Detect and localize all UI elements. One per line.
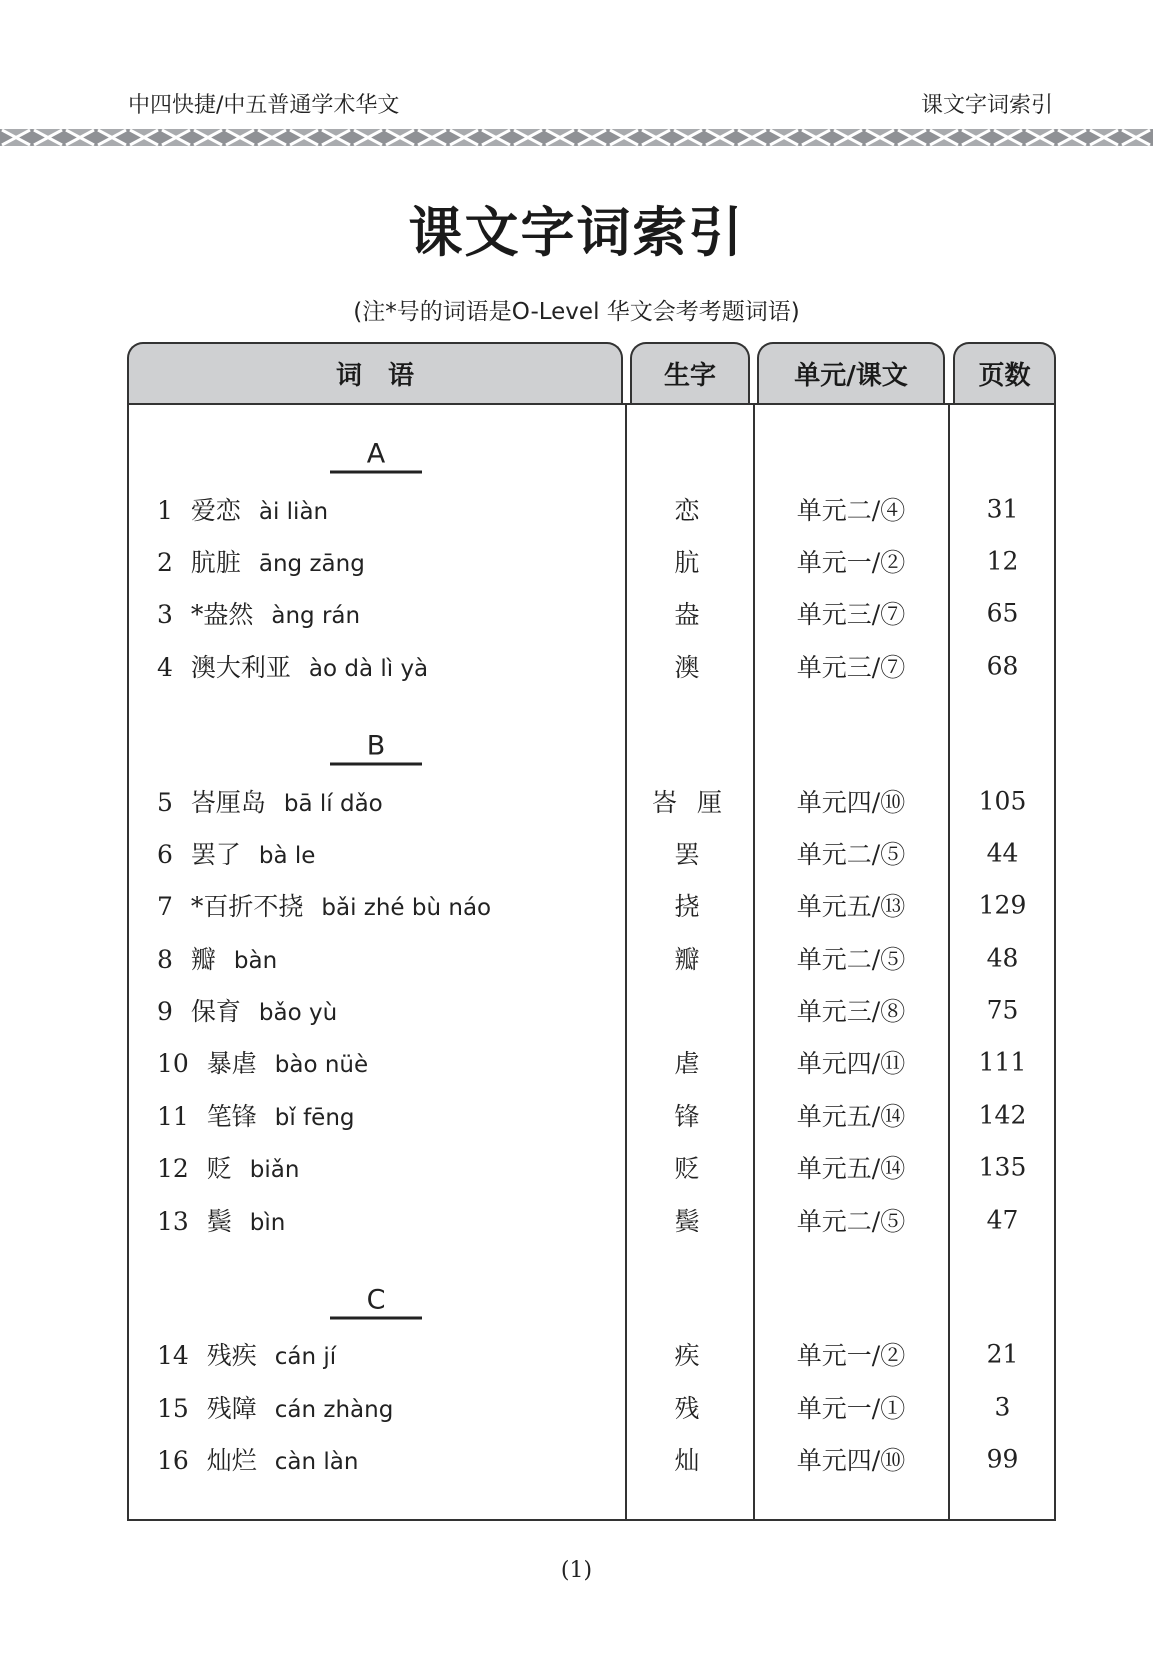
entry-number: 5 <box>157 787 173 817</box>
entry-pinyin: āng zāng <box>258 550 365 577</box>
unit-lesson: 单元三/⑦ <box>796 600 906 630</box>
table-row <box>127 932 1056 984</box>
page-ref: 142 <box>978 1100 1027 1130</box>
entry-cell <box>157 1097 355 1133</box>
entry-word: 残障 <box>206 1393 257 1423</box>
page-ref: 99 <box>986 1444 1019 1474</box>
page-ref: 21 <box>986 1339 1019 1369</box>
entry-pinyin: bàn <box>233 947 278 974</box>
table-row <box>127 1089 1056 1141</box>
table-row <box>127 535 1056 587</box>
unit-lesson: 单元一/② <box>796 1341 906 1371</box>
column-header-unit-lesson: 单元/课文 <box>757 342 945 403</box>
entry-number: 15 <box>157 1393 189 1423</box>
unit-lesson: 单元五/⑬ <box>796 892 906 922</box>
page-ref: 75 <box>986 995 1019 1025</box>
entry-number: 4 <box>157 652 173 682</box>
entry-pinyin: cán zhàng <box>274 1396 394 1423</box>
page-ref: 68 <box>986 651 1019 681</box>
table-row <box>127 774 1056 826</box>
asterisk-note: (注*号的词语是O-Level 华文会考考题词语) <box>353 299 800 325</box>
new-character: 盎 <box>674 600 706 630</box>
table-row <box>127 1036 1056 1088</box>
entry-pinyin: bìn <box>249 1209 286 1236</box>
entry-pinyin: bā lí dǎo <box>283 790 383 817</box>
table-row <box>127 640 1056 692</box>
entry-pinyin: bà le <box>258 842 316 869</box>
entry-word: 峇厘岛 <box>190 787 266 817</box>
entry-word: *盎然 <box>190 600 254 630</box>
entry-cell <box>157 648 428 684</box>
entry-number: 7 <box>157 892 173 922</box>
entry-word: 灿烂 <box>206 1446 257 1476</box>
entry-pinyin: biǎn <box>249 1157 300 1184</box>
entry-pinyin: bǐ fēng <box>274 1104 355 1131</box>
new-character: 恋 <box>674 495 706 525</box>
entry-cell <box>157 783 383 819</box>
new-character: 挠 <box>674 892 706 922</box>
entry-pinyin: cán jí <box>274 1344 337 1371</box>
table-row <box>127 1328 1056 1380</box>
entry-cell <box>157 887 491 923</box>
entry-number: 2 <box>157 547 173 577</box>
entry-pinyin: ào dà lì yà <box>308 655 429 682</box>
section-letter: A <box>330 439 422 474</box>
table-row <box>127 482 1056 534</box>
page-ref: 47 <box>986 1205 1019 1235</box>
entry-number: 14 <box>157 1341 189 1371</box>
entry-cell <box>157 1441 358 1477</box>
entry-number: 9 <box>157 997 173 1027</box>
entry-number: 12 <box>157 1154 189 1184</box>
entry-word: 鬓 <box>206 1206 232 1236</box>
running-header-section-title: 课文字词索引 <box>920 93 1053 118</box>
unit-lesson: 单元三/⑦ <box>796 652 906 682</box>
entry-pinyin: bǎo yù <box>258 1000 338 1027</box>
unit-lesson: 单元四/⑪ <box>796 1049 906 1079</box>
new-character: 澳 <box>674 652 706 682</box>
entry-word: 爱恋 <box>190 495 241 525</box>
page-ref: 129 <box>978 890 1027 920</box>
entry-pinyin: càn làn <box>274 1449 359 1476</box>
table-row <box>127 1141 1056 1193</box>
entry-number: 1 <box>157 495 173 525</box>
page-ref: 65 <box>986 598 1019 628</box>
entry-cell <box>157 543 365 579</box>
unit-lesson: 单元三/⑧ <box>796 997 906 1027</box>
section-header <box>127 1276 1056 1328</box>
entry-word: 澳大利亚 <box>190 652 291 682</box>
section-header <box>127 722 1056 774</box>
index-table-body <box>127 405 1056 1485</box>
new-character: 罢 <box>674 839 706 869</box>
entry-number: 3 <box>157 600 173 630</box>
column-header-new-char: 生字 <box>630 342 750 403</box>
entry-word: 保育 <box>190 997 241 1027</box>
page-ref: 111 <box>978 1047 1027 1077</box>
page-ref: 44 <box>986 838 1019 868</box>
entry-number: 11 <box>157 1101 189 1131</box>
page-ref: 12 <box>986 546 1019 576</box>
entry-pinyin: ài liàn <box>258 498 329 525</box>
unit-lesson: 单元五/⑭ <box>796 1101 906 1131</box>
page-ref: 105 <box>978 786 1027 816</box>
entry-number: 16 <box>157 1446 189 1476</box>
entry-word: *百折不挠 <box>190 892 304 922</box>
entry-word: 肮脏 <box>190 547 241 577</box>
entry-cell <box>157 1336 336 1372</box>
table-row <box>127 1193 1056 1245</box>
page-number: (1) <box>560 1558 593 1583</box>
new-character: 虐 <box>674 1049 706 1079</box>
new-character: 灿 <box>674 1446 706 1476</box>
entry-word: 笔锋 <box>206 1101 257 1131</box>
table-row <box>127 827 1056 879</box>
entry-number: 13 <box>157 1206 189 1236</box>
entry-cell <box>157 1202 285 1238</box>
decorative-pattern-band <box>0 129 1153 146</box>
entry-cell <box>157 1044 368 1080</box>
new-character: 肮 <box>674 547 706 577</box>
entry-cell <box>157 835 315 871</box>
page-ref: 135 <box>978 1152 1027 1182</box>
new-character: 疾 <box>674 1341 706 1371</box>
new-character: 贬 <box>674 1154 706 1184</box>
section-gap <box>127 1246 1056 1276</box>
new-character: 残 <box>674 1393 706 1423</box>
entry-pinyin: bǎi zhé bù náo <box>321 895 492 922</box>
section-letter: C <box>330 1285 422 1320</box>
page-title: 课文字词索引 <box>408 201 745 264</box>
page-ref: 31 <box>986 494 1019 524</box>
entry-pinyin: àng rán <box>271 603 361 630</box>
page-ref: 3 <box>994 1392 1011 1422</box>
table-row <box>127 1381 1056 1433</box>
section-gap <box>127 692 1056 722</box>
entry-word: 暴虐 <box>206 1049 257 1079</box>
entry-cell <box>157 491 328 527</box>
entry-word: 残疾 <box>206 1341 257 1371</box>
unit-lesson: 单元二/⑤ <box>796 1206 906 1236</box>
new-character: 鬓 <box>674 1206 706 1236</box>
entry-word: 瓣 <box>190 944 216 974</box>
unit-lesson: 单元一/② <box>796 547 906 577</box>
entry-number: 8 <box>157 944 173 974</box>
table-row <box>127 984 1056 1036</box>
new-character: 峇 厘 <box>652 787 728 817</box>
table-row <box>127 587 1056 639</box>
column-header-page: 页数 <box>953 342 1056 403</box>
unit-lesson: 单元二/④ <box>796 495 906 525</box>
entry-number: 6 <box>157 839 173 869</box>
entry-word: 罢了 <box>190 839 241 869</box>
new-character: 锋 <box>674 1101 706 1131</box>
table-row <box>127 879 1056 931</box>
column-header-word: 词 语 <box>127 342 623 403</box>
unit-lesson: 单元二/⑤ <box>796 839 906 869</box>
entry-cell <box>157 595 360 631</box>
entry-cell <box>157 1389 393 1425</box>
page-ref: 48 <box>986 943 1019 973</box>
table-row <box>127 1433 1056 1485</box>
running-header-book-title: 中四快捷/中五普通学术华文 <box>128 93 400 118</box>
unit-lesson: 单元一/① <box>796 1393 906 1423</box>
entry-cell <box>157 992 337 1028</box>
unit-lesson: 单元二/⑤ <box>796 944 906 974</box>
entry-pinyin: bào nüè <box>274 1052 369 1079</box>
entry-number: 10 <box>157 1049 189 1079</box>
unit-lesson: 单元四/⑩ <box>796 787 906 817</box>
section-letter: B <box>330 731 422 766</box>
unit-lesson: 单元五/⑭ <box>796 1154 906 1184</box>
entry-cell <box>157 1149 299 1185</box>
new-character: 瓣 <box>674 944 706 974</box>
section-header <box>127 430 1056 482</box>
entry-cell <box>157 940 277 976</box>
entry-word: 贬 <box>206 1154 232 1184</box>
unit-lesson: 单元四/⑩ <box>796 1446 906 1476</box>
